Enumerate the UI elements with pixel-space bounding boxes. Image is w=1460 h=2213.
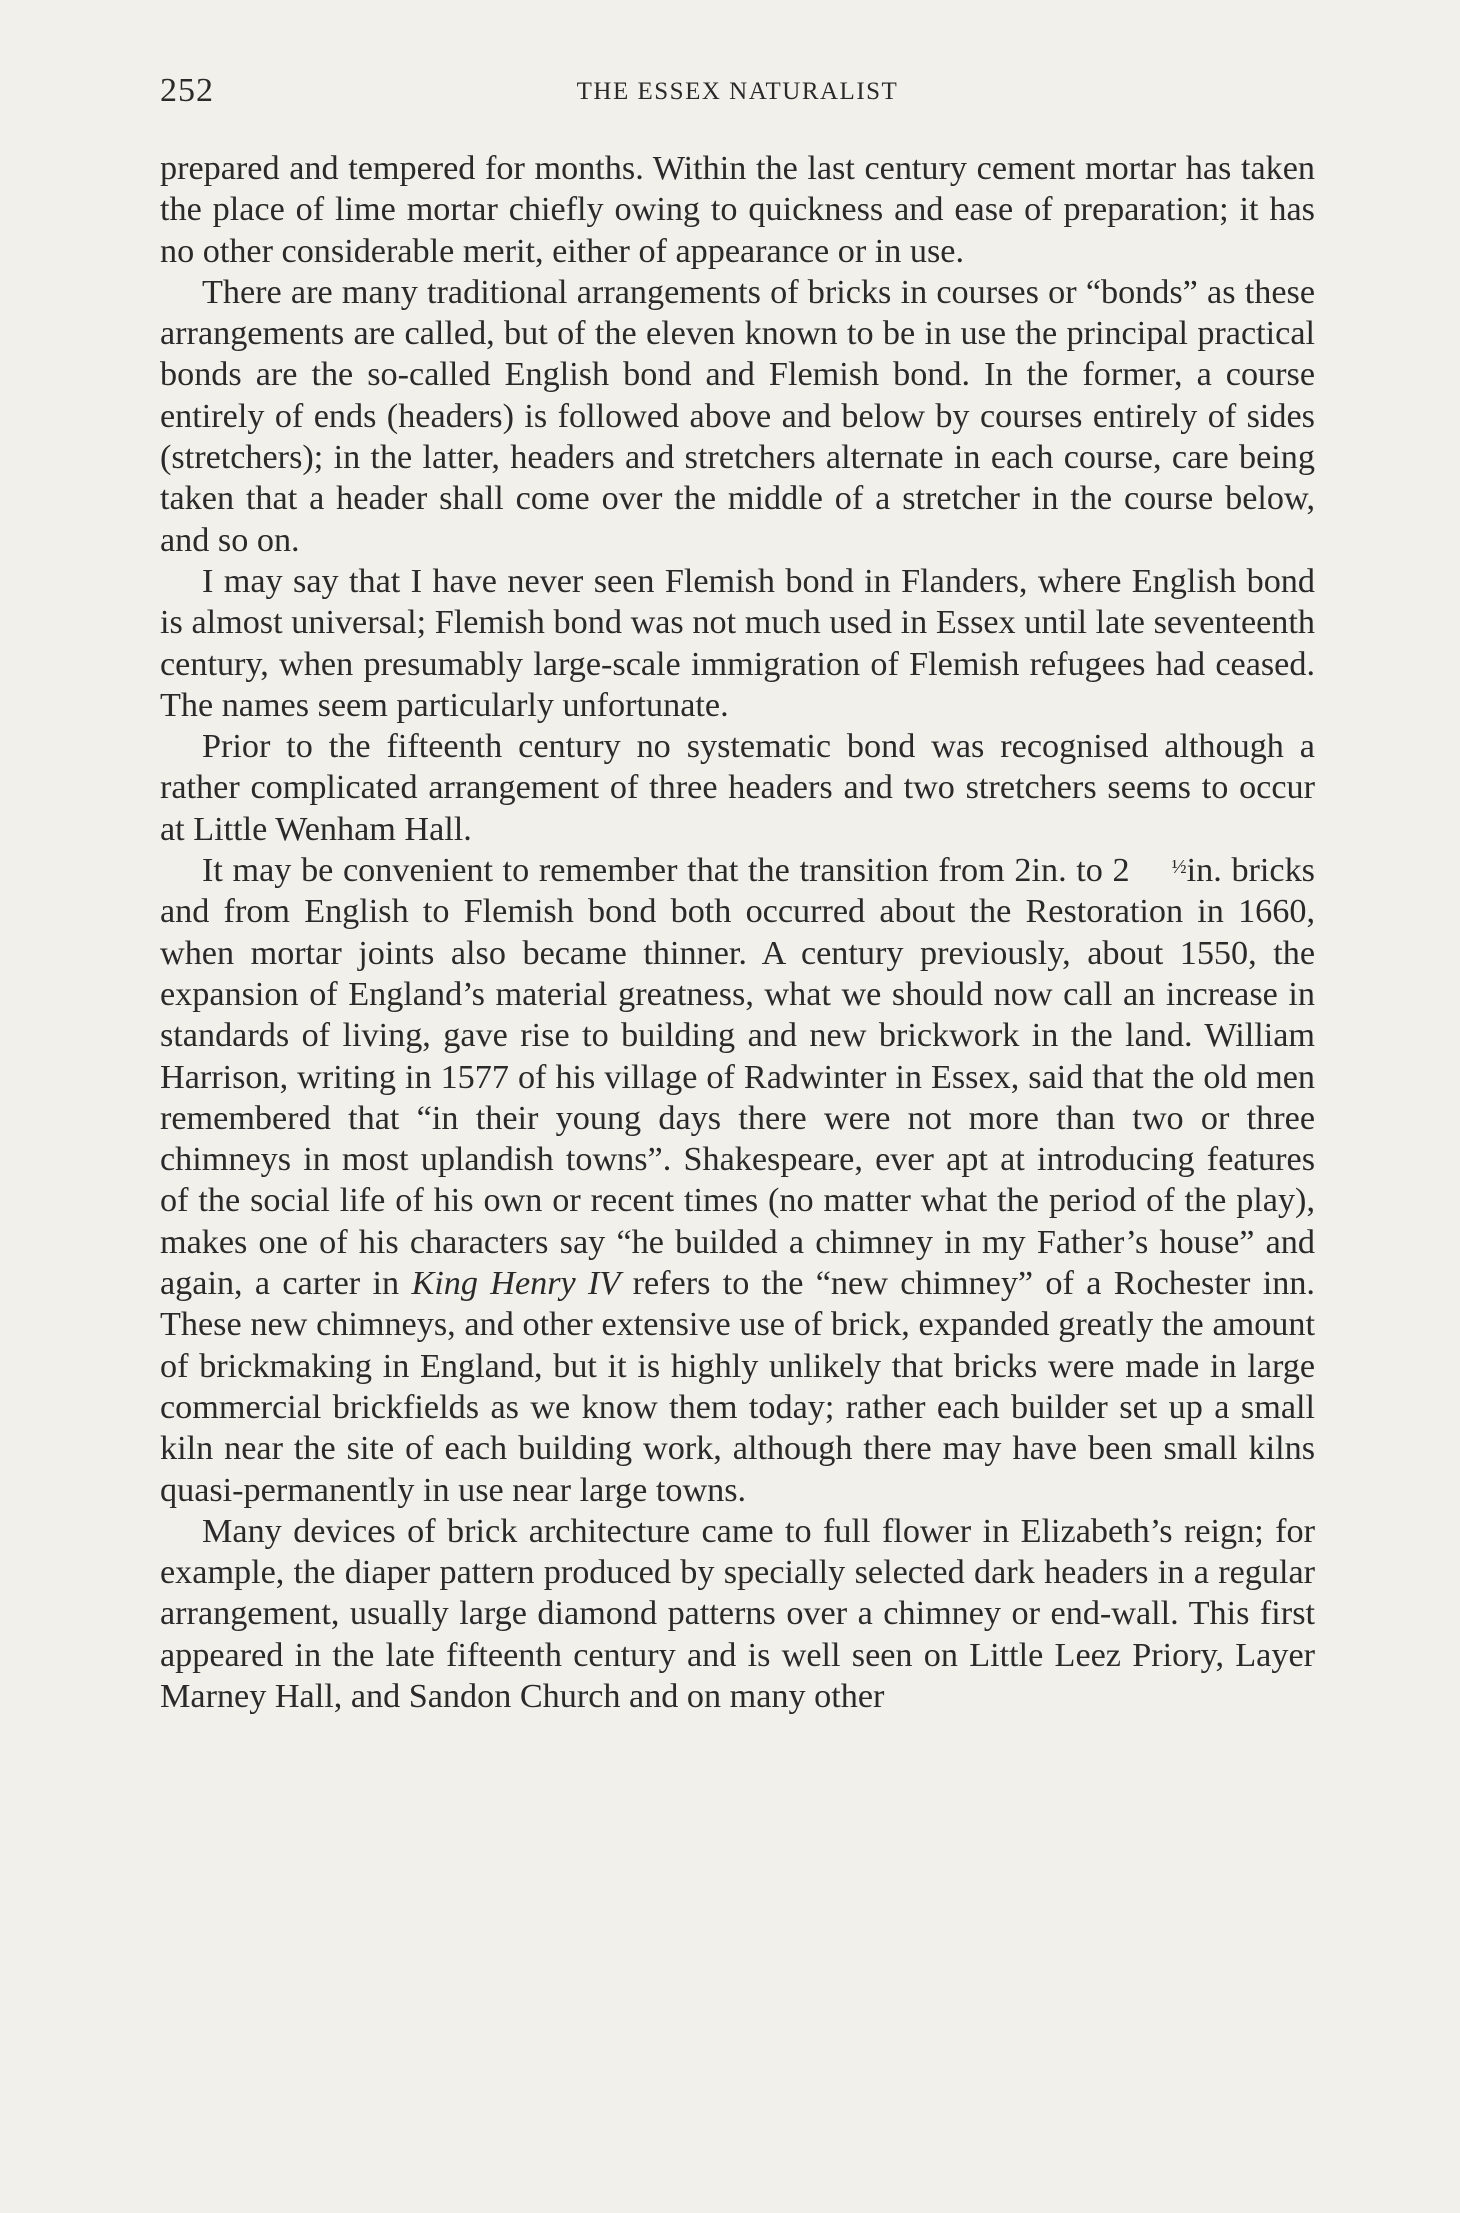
paragraph-2: There are many traditional arrangements of bricks in courses or “bonds” as these arrangements are called, but of the eleven known to be in use the principal practical bonds are the so-called English bond and Flemish bond. In the former, a course entirely of ends (headers) is followed above and below by courses entirely of sides (stretchers); in the latter, headers and stretchers alternate in each course, care being taken that a header shall come over the middle of a stretcher in the course below, and so on. [160, 273, 1315, 559]
paragraph-6: Many devices of brick architecture came to full flower in Elizabeth’s reign; for example, the diaper pattern produced by specially selected dark headers in a regular arrangement, usually large diamond patterns over a chimney or end-wall. This first appeared in the late fifteenth century and is well seen on Little Leez Priory, Layer Marney Hall, and Sandon Church and on many other [160, 1512, 1315, 1715]
half-fraction: ½ [1171, 856, 1187, 879]
paragraph-1: prepared and tempered for months. Within the last century cement mortar has taken the place of lime mortar chiefly owing to quickness and ease of preparation; it has no other considerable merit, either of appearance or in use. [160, 150, 1315, 270]
paragraph-5 [160, 850, 1315, 1511]
page-number: 252 [160, 72, 214, 109]
running-title: THE ESSEX NATURALIST [576, 78, 899, 105]
play-title: King Henry IV [411, 1265, 621, 1303]
page-header [160, 72, 1315, 116]
paragraph-5-part-b: in. bricks and from English to Flemish bond both occurred about the Restoration in 1660, when mortar joints also became thinner. A century previously, about 1550, the expansion of England’s material greatness, what we should now call an increase in standards of living, gave rise to building and new brickwork in the land. William Harrison, writing in 1577 of his village of Radwinter in Essex, said that the old men remembered that “in their young days there were not more than two or three chimneys in most uplandish towns”. Shakespeare, ever apt at introducing features of the social life of his own or recent times (no matter what the period of the play), makes one of his characters say “he builded a chimney in my Father’s house” and again, a carter in [160, 852, 1315, 1303]
body-text [160, 148, 1315, 1717]
paragraph-5-part-a: It may be convenient to remember that the transition from 2in. to 2 [202, 852, 1130, 890]
paragraph-4: Prior to the fifteenth century no systematic bond was recognised although a rather complicated arrangement of three headers and two stretchers seems to occur at Little Wenham Hall. [160, 728, 1315, 848]
paragraph-3: I may say that I have never seen Flemish bond in Flanders, where English bond is almost universal; Flemish bond was not much used in Essex until late seventeenth century, when presumably large-scale immigration of Flemish refugees had ceased. The names seem particularly unfortunate. [160, 562, 1315, 724]
paragraph-5-part-c: refers to the “new chimney” of a Rochester inn. These new chimneys, and other extensive use of brick, expanded greatly the amount of brickmaking in England, but it is highly unlikely that bricks were made in large commercial brickfields as we know them today; rather each builder set up a small kiln near the site of each building work, although there may have been small kilns quasi-permanently in use near large towns. [160, 1265, 1315, 1509]
